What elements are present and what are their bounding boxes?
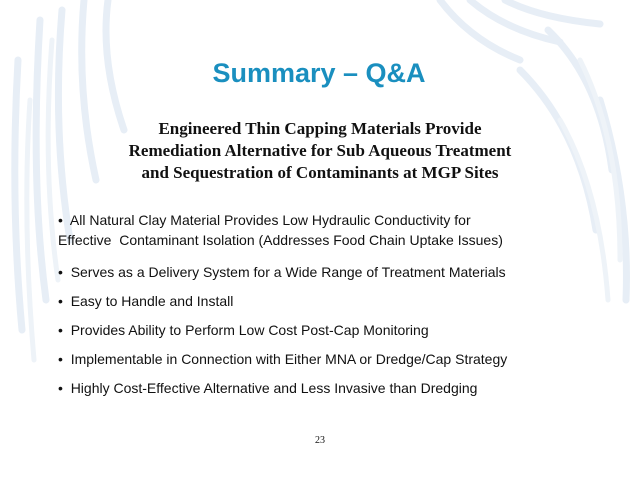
bullet-item bbox=[58, 320, 633, 349]
bullet-text: Provides Ability to Perform Low Cost Post-Cap Monitoring bbox=[70, 322, 429, 338]
page-number: 23 bbox=[315, 435, 325, 446]
bullet-text: All Natural Clay Material Provides Low Hydraulic Conductivity for bbox=[69, 212, 471, 228]
bullet-text-line bbox=[58, 230, 633, 250]
subtitle-line: Engineered Thin Capping Materials Provide bbox=[158, 119, 482, 138]
bullet-text-line bbox=[58, 262, 633, 282]
subtitle-line: Remediation Alternative for Sub Aqueous Treatment bbox=[128, 141, 512, 160]
bullet-text: Highly Cost-Effective Alternative and Less Invasive than Dredging bbox=[70, 380, 478, 396]
bullet-text-line bbox=[58, 291, 633, 311]
bullet-list bbox=[58, 210, 633, 407]
bullet-item bbox=[58, 262, 633, 291]
bullet-item bbox=[58, 378, 633, 407]
bullet-icon: • bbox=[58, 351, 63, 367]
bullet-text: Easy to Handle and Install bbox=[70, 293, 234, 309]
bullet-icon: • bbox=[58, 264, 63, 280]
bullet-icon: • bbox=[58, 293, 63, 309]
bullet-text-line bbox=[58, 210, 633, 230]
bullet-text-line bbox=[58, 320, 633, 340]
bullet-item bbox=[58, 210, 633, 254]
bullet-item bbox=[58, 349, 633, 378]
bullet-text: Serves as a Delivery System for a Wide Range of Treatment Materials bbox=[70, 264, 506, 280]
bullet-icon: • bbox=[58, 380, 63, 396]
bullet-icon: • bbox=[58, 212, 63, 228]
slide-title: Summary – Q&A bbox=[212, 58, 426, 88]
bullet-text-line bbox=[58, 349, 633, 369]
subtitle-line: and Sequestration of Contaminants at MGP Sites bbox=[141, 163, 499, 182]
bullet-item bbox=[58, 291, 633, 320]
bullet-icon: • bbox=[58, 322, 63, 338]
bullet-text: Implementable in Connection with Either MNA or Dredge/Cap Strategy bbox=[70, 351, 508, 367]
bullet-text: Effective Contaminant Isolation (Addresses Food Chain Uptake Issues) bbox=[58, 232, 503, 248]
slide-subtitle bbox=[60, 118, 580, 184]
bullet-text-line bbox=[58, 378, 633, 398]
